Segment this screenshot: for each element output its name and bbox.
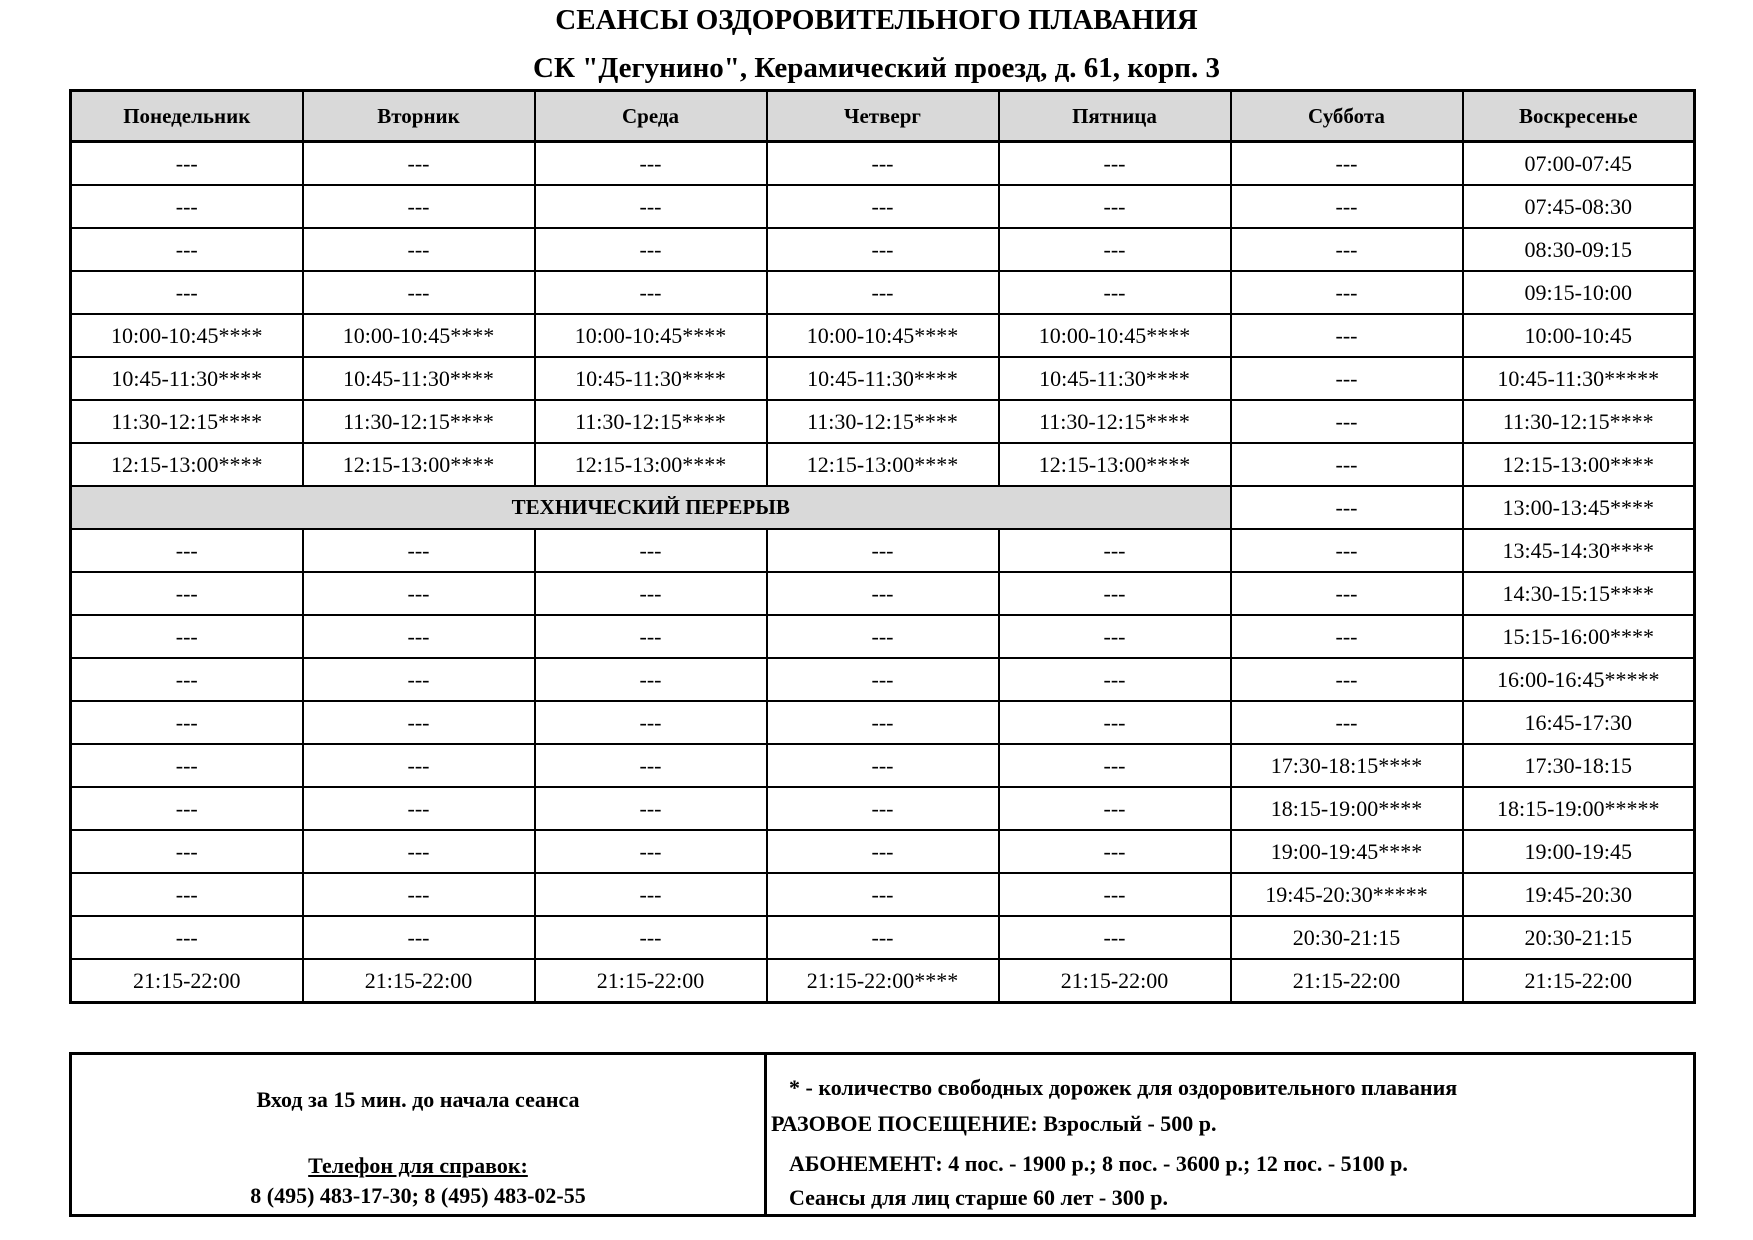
session-cell: --- [999, 615, 1231, 658]
schedule-row [71, 142, 1695, 186]
day-header: Воскресенье [1463, 91, 1695, 142]
session-cell: --- [767, 185, 999, 228]
phone-label: Телефон для справок: [308, 1153, 528, 1178]
session-cell: 13:45-14:30**** [1463, 529, 1695, 572]
session-cell: 12:15-13:00**** [767, 443, 999, 486]
session-cell: 10:45-11:30**** [535, 357, 767, 400]
session-cell: --- [1231, 142, 1463, 186]
session-cell: --- [1231, 314, 1463, 357]
session-cell: 10:45-11:30***** [1463, 357, 1695, 400]
session-cell: --- [1231, 486, 1463, 529]
session-cell: 21:15-22:00 [71, 959, 303, 1003]
schedule-row [71, 701, 1695, 744]
session-cell: --- [767, 916, 999, 959]
session-cell: 21:15-22:00 [535, 959, 767, 1003]
session-cell: 07:00-07:45 [1463, 142, 1695, 186]
session-cell: --- [303, 701, 535, 744]
session-cell: --- [71, 271, 303, 314]
session-cell: --- [999, 916, 1231, 959]
session-cell: --- [303, 787, 535, 830]
footer-contacts [72, 1055, 767, 1214]
session-cell: 20:30-21:15 [1231, 916, 1463, 959]
session-cell: --- [1231, 400, 1463, 443]
session-cell: --- [1231, 228, 1463, 271]
session-cell: --- [1231, 658, 1463, 701]
session-cell: --- [999, 701, 1231, 744]
session-cell: 14:30-15:15**** [1463, 572, 1695, 615]
day-header: Среда [535, 91, 767, 142]
entry-note: Вход за 15 мин. до начала сеанса [256, 1087, 580, 1112]
session-cell: 21:15-22:00 [999, 959, 1231, 1003]
session-cell: 11:30-12:15**** [999, 400, 1231, 443]
schedule-row [71, 314, 1695, 357]
session-cell: --- [999, 744, 1231, 787]
schedule-row [71, 357, 1695, 400]
session-cell: 08:30-09:15 [1463, 228, 1695, 271]
session-cell: --- [535, 271, 767, 314]
session-cell: --- [535, 916, 767, 959]
session-cell: 21:15-22:00 [303, 959, 535, 1003]
schedule-row [71, 830, 1695, 873]
session-cell: 09:15-10:00 [1463, 271, 1695, 314]
session-cell: --- [767, 744, 999, 787]
session-cell: --- [1231, 615, 1463, 658]
session-cell: --- [303, 572, 535, 615]
session-cell: --- [999, 787, 1231, 830]
session-cell: 10:00-10:45**** [303, 314, 535, 357]
session-cell: 10:00-10:45**** [767, 314, 999, 357]
session-cell: --- [535, 572, 767, 615]
session-cell: 10:45-11:30**** [999, 357, 1231, 400]
session-cell: --- [999, 228, 1231, 271]
session-cell: 10:00-10:45**** [535, 314, 767, 357]
session-cell: 17:30-18:15**** [1231, 744, 1463, 787]
session-cell: --- [71, 142, 303, 186]
session-cell: 18:15-19:00**** [1231, 787, 1463, 830]
session-cell: 19:00-19:45 [1463, 830, 1695, 873]
session-cell: --- [767, 873, 999, 916]
schedule-row [71, 443, 1695, 486]
session-cell: --- [535, 615, 767, 658]
session-cell: --- [999, 572, 1231, 615]
session-cell: --- [303, 185, 535, 228]
session-cell: 21:15-22:00**** [767, 959, 999, 1003]
session-cell: --- [71, 572, 303, 615]
schedule-row [71, 228, 1695, 271]
schedule-row [71, 658, 1695, 701]
session-cell: --- [767, 787, 999, 830]
schedule-row [71, 787, 1695, 830]
footer-box [69, 1052, 1696, 1217]
session-cell: 11:30-12:15**** [535, 400, 767, 443]
page-subtitle: СК "Дегунино", Керамический проезд, д. 61, корп. 3 [533, 52, 1220, 84]
break-row [71, 486, 1695, 529]
session-cell: 10:00-10:45 [1463, 314, 1695, 357]
session-cell: --- [767, 228, 999, 271]
session-cell: 11:30-12:15**** [1463, 400, 1695, 443]
session-cell: --- [71, 701, 303, 744]
day-header: Пятница [999, 91, 1231, 142]
session-cell: --- [71, 744, 303, 787]
session-cell: 19:45-20:30 [1463, 873, 1695, 916]
session-cell: --- [999, 142, 1231, 186]
session-cell: --- [535, 142, 767, 186]
day-header: Суббота [1231, 91, 1463, 142]
single-visit-price: РАЗОВОЕ ПОСЕЩЕНИЕ: Взрослый - 500 р. [771, 1111, 1217, 1136]
session-cell: --- [767, 615, 999, 658]
session-cell: --- [71, 185, 303, 228]
schedule-row [71, 400, 1695, 443]
session-cell: --- [1231, 271, 1463, 314]
session-cell: --- [71, 228, 303, 271]
session-cell: 16:45-17:30 [1463, 701, 1695, 744]
schedule-table [69, 89, 1696, 1004]
header-row [71, 91, 1695, 142]
session-cell: --- [303, 873, 535, 916]
day-header: Понедельник [71, 91, 303, 142]
session-cell: --- [303, 830, 535, 873]
session-cell: 15:15-16:00**** [1463, 615, 1695, 658]
session-cell: 10:45-11:30**** [767, 357, 999, 400]
session-cell: 10:00-10:45**** [71, 314, 303, 357]
session-cell: --- [303, 658, 535, 701]
session-cell: --- [303, 142, 535, 186]
session-cell: --- [999, 873, 1231, 916]
session-cell: 12:15-13:00**** [535, 443, 767, 486]
session-cell: --- [999, 185, 1231, 228]
session-cell: --- [535, 185, 767, 228]
schedule-row [71, 529, 1695, 572]
session-cell: 12:15-13:00**** [303, 443, 535, 486]
session-cell: --- [71, 529, 303, 572]
schedule-row [71, 185, 1695, 228]
session-cell: --- [535, 529, 767, 572]
session-cell: --- [535, 658, 767, 701]
session-cell: --- [303, 228, 535, 271]
session-cell: --- [535, 228, 767, 271]
session-cell: --- [71, 615, 303, 658]
session-cell: 12:15-13:00**** [1463, 443, 1695, 486]
session-cell: --- [1231, 572, 1463, 615]
schedule-row [71, 572, 1695, 615]
session-cell: 07:45-08:30 [1463, 185, 1695, 228]
schedule-row [71, 271, 1695, 314]
session-cell: --- [1231, 529, 1463, 572]
session-cell: --- [767, 529, 999, 572]
session-cell: 16:00-16:45***** [1463, 658, 1695, 701]
session-cell: 11:30-12:15**** [767, 400, 999, 443]
schedule-row [71, 959, 1695, 1003]
session-cell: 19:45-20:30***** [1231, 873, 1463, 916]
session-cell: 11:30-12:15**** [71, 400, 303, 443]
session-cell: 21:15-22:00 [1463, 959, 1695, 1003]
senior-price: Сеансы для лиц старше 60 лет - 300 р. [789, 1185, 1168, 1210]
day-header: Четверг [767, 91, 999, 142]
session-cell: 19:00-19:45**** [1231, 830, 1463, 873]
session-cell: --- [71, 916, 303, 959]
page-title: СЕАНСЫ ОЗДОРОВИТЕЛЬНОГО ПЛАВАНИЯ [555, 4, 1198, 36]
session-cell: --- [999, 830, 1231, 873]
session-cell: --- [303, 916, 535, 959]
schedule-row [71, 873, 1695, 916]
session-cell: --- [1231, 357, 1463, 400]
session-cell: --- [71, 873, 303, 916]
session-cell: --- [999, 658, 1231, 701]
session-cell: 13:00-13:45**** [1463, 486, 1695, 529]
session-cell: 21:15-22:00 [1231, 959, 1463, 1003]
schedule-body [71, 142, 1695, 1003]
session-cell: --- [767, 271, 999, 314]
session-cell: --- [303, 271, 535, 314]
session-cell: --- [767, 572, 999, 615]
session-cell: 18:15-19:00***** [1463, 787, 1695, 830]
session-cell: --- [767, 701, 999, 744]
session-cell: --- [71, 658, 303, 701]
schedule-row [71, 744, 1695, 787]
session-cell: 10:00-10:45**** [999, 314, 1231, 357]
session-cell: --- [999, 529, 1231, 572]
session-cell: 11:30-12:15**** [303, 400, 535, 443]
session-cell: --- [303, 744, 535, 787]
schedule-row [71, 916, 1695, 959]
session-cell: --- [535, 830, 767, 873]
session-cell: --- [303, 615, 535, 658]
session-cell: --- [1231, 185, 1463, 228]
session-cell: --- [303, 529, 535, 572]
session-cell: --- [71, 830, 303, 873]
session-cell: --- [767, 830, 999, 873]
day-header: Вторник [303, 91, 535, 142]
session-cell: --- [767, 658, 999, 701]
session-cell: --- [1231, 443, 1463, 486]
session-cell: 12:15-13:00**** [71, 443, 303, 486]
session-cell: --- [71, 787, 303, 830]
session-cell: --- [535, 744, 767, 787]
footer-prices [767, 1055, 1693, 1214]
session-cell: 12:15-13:00**** [999, 443, 1231, 486]
session-cell: --- [767, 142, 999, 186]
technical-break-label: ТЕХНИЧЕСКИЙ ПЕРЕРЫВ [71, 486, 1231, 529]
session-cell: --- [999, 271, 1231, 314]
session-cell: --- [535, 873, 767, 916]
session-cell: 10:45-11:30**** [71, 357, 303, 400]
session-cell: --- [1231, 701, 1463, 744]
schedule-row [71, 615, 1695, 658]
session-cell: 17:30-18:15 [1463, 744, 1695, 787]
session-cell: --- [535, 787, 767, 830]
session-cell: 20:30-21:15 [1463, 916, 1695, 959]
subscription-price: АБОНЕМЕНТ: 4 пос. - 1900 р.; 8 пос. - 3600 р.; 12 пос. - 5100 р. [789, 1151, 1408, 1176]
session-cell: --- [535, 701, 767, 744]
phone-numbers: 8 (495) 483-17-30; 8 (495) 483-02-55 [250, 1183, 586, 1208]
session-cell: 10:45-11:30**** [303, 357, 535, 400]
legend-note: * - количество свободных дорожек для оздоровительного плавания [789, 1075, 1458, 1100]
